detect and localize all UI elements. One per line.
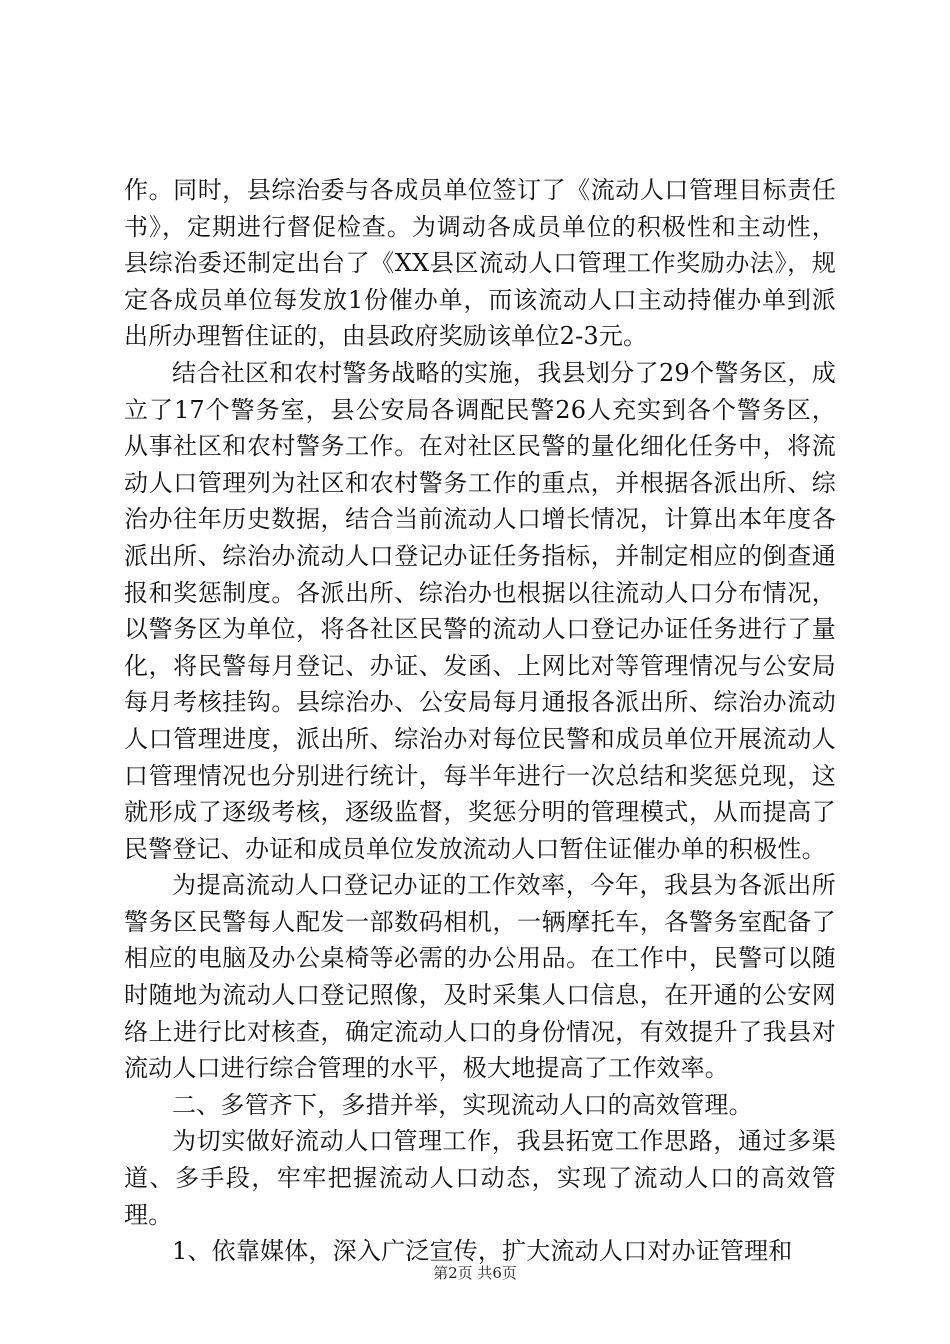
paragraph-1: 作。同时，县综治委与各成员单位签订了《流动人口管理目标责任书》，定期进行督促检查。为调动各成员单位的积极性和主动性，县综治委还制定出台了《XX县区流动人口管理工作奖励办法》，规定各成员单位每发放1份催办单，而该流动人口主动持催办单到派出所办理暂住证的，由县政府奖励该单位2-3元。 <box>124 176 836 351</box>
paragraph-3: 为提高流动人口登记办证的工作效率，今年，我县为各派出所警务区民警每人配发一部数码相机，一辆摩托车，各警务室配备了相应的电脑及办公桌椅等必需的办公用品。在工作中，民警可以随时随地为流动人口登记照像，及时采集人口信息，在开通的公安网络上进行比对核查，确定流动人口的身份情况，有效提升了我县对流动人口进行综合管理的水平，极大地提高了工作效率。 <box>124 871 836 1083</box>
paragraph-2: 结合社区和农村警务战略的实施，我县划分了29个警务区，成立了17个警务室，县公安局各调配民警26人充实到各个警务区，从事社区和农村警务工作。在对社区民警的量化细化任务中，将流动人口管理列为社区和农村警务工作的重点，并根据各派出所、综治办往年历史数据，结合当前流动人口增长情况，计算出本年度各派出所、综治办流动人口登记办证任务指标，并制定相应的倒查通报和奖惩制度。各派出所、综治办也根据以往流动人口分布情况，以警务区为单位，将各社区民警的流动人口登记办证任务进行了量化，将民警每月登记、办证、发函、上网比对等管理情况与公安局每月考核挂钩。县综治办、公安局每月通报各派出所、综治办流动人口管理进度，派出所、综治办对每位民警和成员单位开展流动人口管理情况也分别进行统计，每半年进行一次总结和奖惩兑现，这就形成了逐级考核，逐级监督，奖惩分明的管理模式，从而提高了民警登记、办证和成员单位发放流动人口暂住证催办单的积极性。 <box>124 358 836 863</box>
paragraph-6: 1、依靠媒体，深入广泛宣传，扩大流动人口对办证管理和 <box>172 1237 793 1266</box>
page-footer: 第2页 共6页 <box>433 1264 517 1282</box>
section-heading: 二、多管齐下，多措并举，实现流动人口的高效管理。 <box>172 1090 753 1119</box>
document-body <box>124 172 836 1270</box>
paragraph-5: 为切实做好流动人口管理工作，我县拓宽工作思路，通过多渠道、多手段，牢牢把握流动人口动态，实现了流动人口的高效管理。 <box>124 1127 836 1229</box>
